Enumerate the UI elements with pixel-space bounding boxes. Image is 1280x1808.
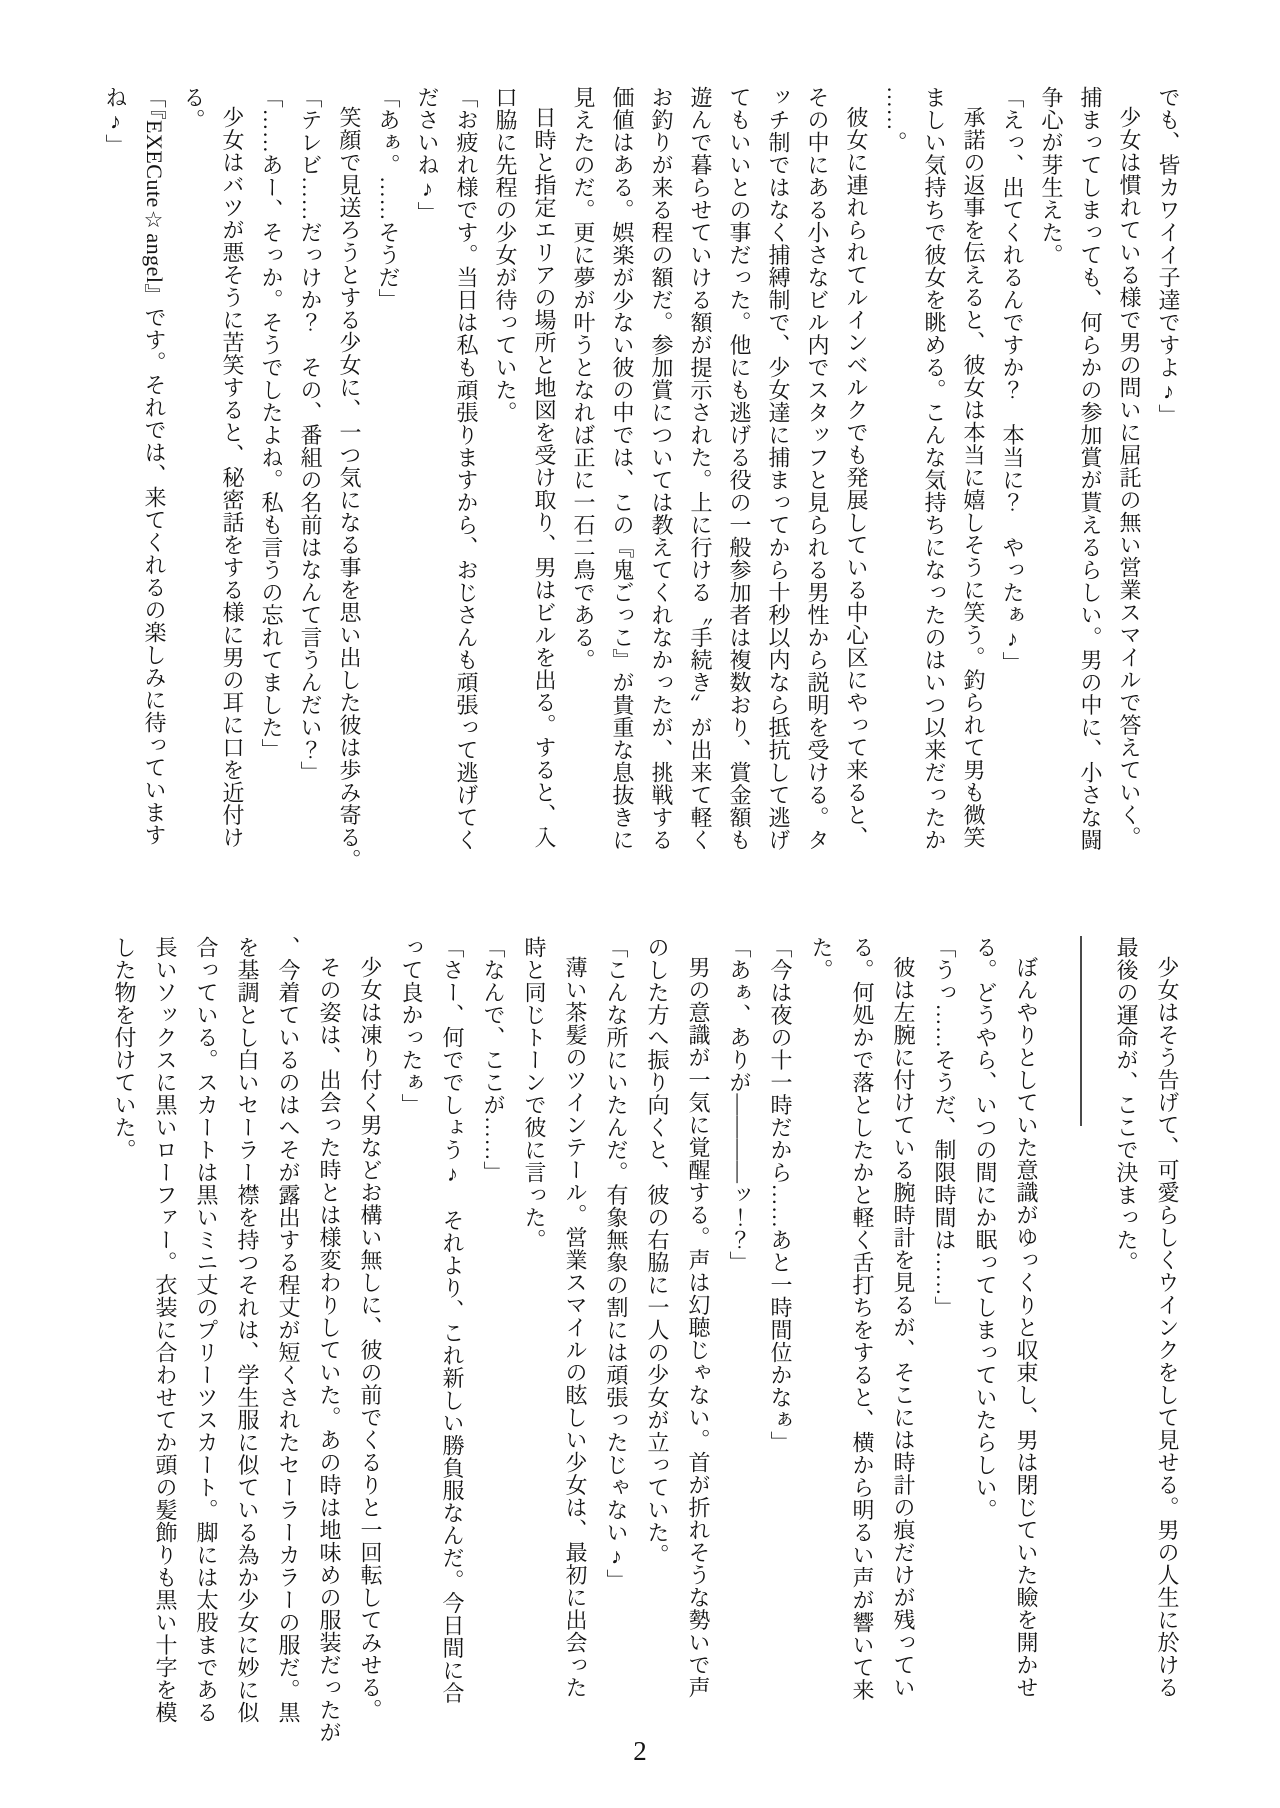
- text-column: 少女は凍り付く男などお構い無しに、彼の前でくるりと一回転してみせる。: [358, 955, 383, 1721]
- text-column: 最後の運命が、ここで決まった。: [1114, 936, 1139, 1274]
- text-column: 「こんな所にいたんだ。有象無象の割には頑張ったじゃない♪」: [604, 936, 629, 1592]
- text-block-top: [96, 86, 1188, 886]
- text-column: 「なんで、ここが……」: [481, 936, 506, 1184]
- text-column: 「『EXECute☆angel』です。それでは、来てくれるの楽しみに待っています: [142, 86, 167, 846]
- scene-divider-line: [1080, 936, 1082, 1126]
- text-column: お釣りが来る程の額だ。参加賞については教えてくれなかったが、挑戦する: [649, 86, 674, 851]
- text-column: 笑顔で見送ろうとする少女に、一つ気になる事を思い出した彼は歩み寄る。: [337, 105, 362, 871]
- text-column: 「……あー、そっか。そうでしたよね。私も言うの忘れてました」: [259, 86, 284, 761]
- text-column: 承諾の返事を伝えると、彼女は本当に嬉しそうに笑う。釣られて男も微笑: [961, 105, 986, 849]
- text-column: 、今着ているのはへそが露出する程丈が短くされたセーラーカラーの服だ。黒: [276, 936, 301, 1724]
- text-column: 「うっ……そうだ、制限時間は……」: [932, 936, 957, 1319]
- text-column: 少女はバツが悪そうに苦笑すると、秘密話をする様に男の耳に口を近付け: [220, 105, 245, 849]
- text-column: って良かったぁ」: [399, 936, 424, 1116]
- text-column: その姿は、出会った時とは様変わりしていた。あの時は地味めの服装だったが: [317, 955, 342, 1744]
- text-column: 見えたのだ。更に夢が叶うとなれば正に一石二鳥である。: [571, 86, 596, 671]
- text-column: 遊んで暮らせていける額が提示された。上に行ける〝手続き〟が出来て軽く: [688, 86, 713, 851]
- text-column: その中にある小さなビル内でスタッフと見られる男性から説明を受ける。タ: [805, 86, 830, 851]
- text-column: ださいね♪」: [415, 86, 440, 224]
- text-column: 彼は左腕に付けている腕時計を見るが、そこには時計の痕だけが残ってい: [891, 955, 916, 1699]
- text-column: のした方へ振り向くと、彼の右脇に一人の少女が立っていた。: [645, 936, 670, 1566]
- text-column: る。: [181, 86, 206, 131]
- text-column: 「さー、何ででしょう♪ それより、これ新しい勝負服なんだ。今日間に合: [440, 936, 465, 1704]
- text-column: 時と同じトーンで彼に言った。: [522, 936, 547, 1251]
- text-column: 「あぁ、ありが――――ッ！？」: [727, 936, 752, 1274]
- text-column: る。どうやら、いつの間にか眠ってしまっていたらしい。: [973, 936, 998, 1521]
- text-column: 薄い茶髪のツインテール。営業スマイルの眩しい少女は、最初に出会った: [563, 955, 588, 1699]
- text-column: ……。: [883, 86, 908, 154]
- text-column: 男の意識が一気に覚醒する。声は幻聴じゃない。首が折れそうな勢いで声: [686, 955, 711, 1699]
- text-column: ッチ制ではなく捕縛制で、少女達に捕まってから十秒以内なら抵抗して逃げ: [766, 86, 791, 851]
- text-column: 「テレビ……だっけか？ その、番組の名前はなんて言うんだい？」: [298, 86, 323, 784]
- text-column: 長いソックスに黒いローファー。衣装に合わせてか頭の髪飾りも黒い十字を模: [153, 936, 178, 1724]
- text-column: 「えっ、出てくれるんですか？ 本当に？ やったぁ♪」: [1000, 86, 1025, 674]
- text-column: た。: [809, 936, 834, 981]
- text-column: ましい気持ちで彼女を眺める。こんな気持ちになったのはいつ以来だったか: [922, 86, 947, 851]
- text-column: てもいいとの事だった。他にも逃げる役の一般参加者は複数おり、賞金額も: [727, 86, 752, 851]
- text-column: ね♪」: [103, 86, 128, 157]
- text-column: 「お疲れ様です。当日は私も頑張りますから、おじさんも頑張って逃げてく: [454, 86, 479, 851]
- text-column: を基調とし白いセーラー襟を持つそれは、学生服に似ている為か少女に妙に似: [235, 936, 260, 1724]
- text-column: した物を付けていた。: [112, 936, 137, 1161]
- scene-divider: [1056, 936, 1097, 1748]
- text-column: 少女はそう告げて、可愛らしくウインクをして見せる。男の人生に於ける: [1155, 955, 1180, 1699]
- text-column: ぼんやりとしていた意識がゆっくりと収束し、男は閉じていた瞼を開かせ: [1014, 955, 1039, 1699]
- text-column: でも、皆カワイイ子達ですよ♪」: [1156, 86, 1181, 427]
- text-column: 少女は慣れている様で男の問いに屈託の無い営業スマイルで答えていく。: [1117, 105, 1142, 849]
- text-block-bottom: [104, 936, 1188, 1748]
- text-column: 争心が芽生えた。: [1039, 86, 1064, 266]
- text-column: 価値はある。娯楽が少ない彼の中では、この『鬼ごっこ』が貴重な息抜きに: [610, 86, 635, 851]
- text-column: 合っている。スカートは黒いミニ丈のプリーツスカート。脚には太股まである: [194, 936, 219, 1724]
- text-column: 彼女に連れられてルインベルクでも発展している中心区にやって来ると、: [844, 105, 869, 849]
- text-column: 日時と指定エリアの場所と地図を受け取り、男はビルを出る。すると、入: [532, 105, 557, 849]
- text-column: る。何処かで落としたかと軽く舌打ちをすると、横から明るい声が響いて来: [850, 936, 875, 1701]
- text-column: 「今は夜の十一時だから……あと一時間位かなぁ」: [768, 936, 793, 1454]
- text-column: 捕まってしまっても、何らかの参加賞が貰えるらしい。男の中に、小さな闘: [1078, 86, 1103, 851]
- text-column: 「あぁ。……そうだ」: [376, 86, 401, 311]
- page-number: 2: [633, 1736, 647, 1766]
- text-column: 口脇に先程の少女が待っていた。: [493, 86, 518, 424]
